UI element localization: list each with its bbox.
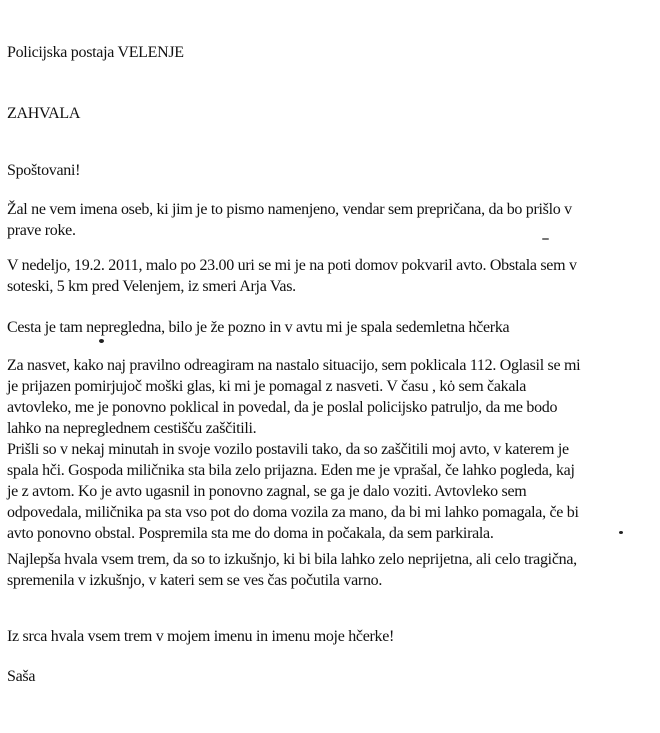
block-paragraph-5 xyxy=(7,549,650,591)
text-line: spala hči. Gospoda miličnika sta bila zelo prijazna. Eden me je vprašal, če lahko pogleda, kaj xyxy=(7,462,575,479)
text-line: prave roke. xyxy=(7,222,76,239)
text-line: lahko na nepreglednem cestišču zaščitili. xyxy=(7,420,257,437)
text-line: je z avtom. Ko je avto ugasnil in ponovno zagnal, se ga je dalo voziti. Avtovleko sem xyxy=(7,483,527,500)
block-sender xyxy=(7,42,650,63)
scan-artifact-dot-1 xyxy=(99,339,104,343)
text-line: Žal ne vem imena oseb, ki jim je to pismo namenjeno, vendar sem prepričana, da bo prišlo v xyxy=(7,201,572,218)
text-line: Iz srca hvala vsem trem v mojem imenu in imenu moje hčerke! xyxy=(7,628,395,645)
text-line: Za nasvet, kako naj pravilno odreagiram na nastalo situacijo, sem poklicala 112. Oglasil se mi xyxy=(7,357,581,374)
block-paragraph-1 xyxy=(7,199,650,241)
text-line: Cesta je tam nepregledna, bilo je že pozno in v avtu mi je spala sedemletna hčerka xyxy=(7,319,510,336)
text-line: avtovleko, me je ponovno poklical in povedal, da je poslal policijsko patruljo, da me bodo xyxy=(7,399,558,416)
block-paragraph-4 xyxy=(7,355,650,544)
text-line: Prišli so v nekaj minutah in svoje vozilo postavili tako, da so zaščitili moj avto, v katerem je xyxy=(7,441,569,458)
block-salutation xyxy=(7,160,650,181)
text-line: Saša xyxy=(7,668,36,685)
block-paragraph-6 xyxy=(7,626,650,647)
scan-artifact-dot-2 xyxy=(619,531,623,534)
block-paragraph-3 xyxy=(7,317,650,338)
text-line: Najlepša hvala vsem trem, da so to izkušnjo, ki bi bila lahko zelo neprijetna, ali celo tragična, xyxy=(7,551,577,568)
text-line: spremenila v izkušnjo, v kateri sem se ves čas počutila varno. xyxy=(7,572,383,589)
text-line: Policijska postaja VELENJE xyxy=(7,44,184,61)
text-line: soteski, 5 km pred Velenjem, iz smeri Arja Vas. xyxy=(7,278,296,295)
scan-artifact-dash xyxy=(542,238,549,240)
block-title xyxy=(7,103,650,124)
text-line: Spoštovani! xyxy=(7,162,81,179)
text-line: V nedeljo, 19.2. 2011, malo po 23.00 uri se mi je na poti domov pokvaril avto. Obstala sem v xyxy=(7,257,577,274)
block-signature xyxy=(7,666,650,687)
text-line: je prijazen pomirjujoč moški glas, ki mi je pomagal z nasveti. V času , kȯ sem čakala xyxy=(7,378,527,395)
text-line: avto ponovno obstal. Pospremila sta me do doma in počakala, da sem parkirala. xyxy=(7,525,494,542)
text-line: ZAHVALA xyxy=(7,105,81,122)
text-line: odpovedala, miličnika pa sta vso pot do doma vozila za mano, da bi mi lahko pomagala, če bi xyxy=(7,504,579,521)
block-paragraph-2 xyxy=(7,255,650,297)
